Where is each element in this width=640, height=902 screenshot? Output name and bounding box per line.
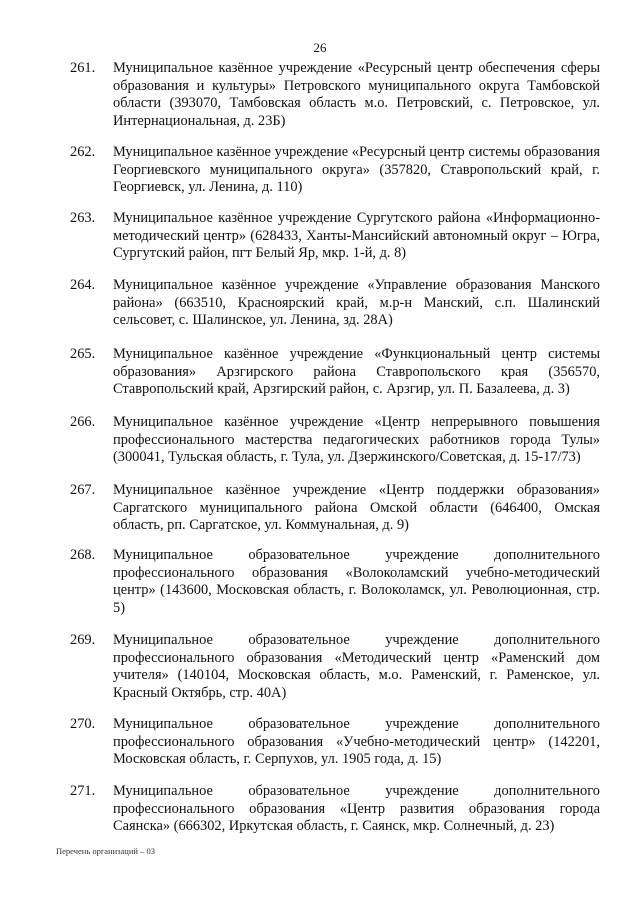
item-number: 270.	[70, 716, 96, 732]
item-number: 264.	[70, 277, 96, 293]
item-text: Муниципальное образовательное учреждение дополнительного профессионального образования «Методический центр «Раменский дом учителя» (140104, Московская область, м.о. Раменский, г. Раменское, ул. Красный Октябрь, стр. 40А)	[113, 632, 600, 701]
item-number: 271.	[70, 783, 96, 799]
item-number: 265.	[70, 346, 96, 362]
item-text: Муниципальное казённое учреждение «Ресурсный центр обеспечения сферы образования и культуры» Петровского муниципального округа Тамбовской области (393070, Тамбовская область м.о. Петровский, с. Петровское, ул. Интернациональная, д. 23Б)	[113, 60, 600, 129]
item-text: Муниципальное образовательное учреждение дополнительного профессионального образования «Центр развития образования города Саянска» (666302, Иркутская область, г. Саянск, мкр. Солнечный, д. 23)	[113, 783, 600, 834]
item-text: Муниципальное образовательное учреждение дополнительного профессионального образования «Учебно-методический центр» (142201, Московская область, г. Серпухов, ул. 1905 года, д. 15)	[113, 716, 600, 767]
footer-note: Перечень организаций – 03	[56, 846, 155, 856]
item-number: 266.	[70, 414, 96, 430]
item-text: Муниципальное казённое учреждение «Управление образования Манского района» (663510, Красноярский край, м.р-н Манский, с.п. Шалинский сельсовет, с. Шалинское, ул. Ленина, зд. 28А)	[113, 277, 600, 328]
item-number: 262.	[70, 144, 96, 160]
item-number: 263.	[70, 210, 96, 226]
item-number: 269.	[70, 632, 96, 648]
item-text: Муниципальное казённое учреждение «Центр непрерывного повышения профессионального мастерства педагогических работников города Тулы» (300041, Тульская область, г. Тула, ул. Дзержинского/Советская, д. 15-17/73)	[113, 414, 600, 465]
item-text: Муниципальное казённое учреждение «Центр поддержки образования» Саргатского муниципального района Омской области (646400, Омская область, рп. Саргатское, ул. Коммунальная, д. 9)	[113, 482, 600, 533]
item-number: 267.	[70, 482, 96, 498]
item-number: 261.	[70, 60, 96, 76]
item-text: Муниципальное казённое учреждение «Функциональный центр системы образования» Арзгирского района Ставропольского края (356570, Ставропольский край, Арзгирский район, с. Арзгир, ул. П. Базалеева, д. 3)	[113, 346, 600, 397]
page-number: 26	[313, 40, 327, 55]
item-number: 268.	[70, 547, 96, 563]
item-text: Муниципальное казённое учреждение Сургутского района «Информационно-методический центр» (628433, Ханты-Мансийский автономный округ – Югра, Сургутский район, пгт Белый Яр, мкр. 1-й, д. 8)	[113, 210, 600, 261]
item-text: Муниципальное казённое учреждение «Ресурсный центр системы образования Георгиевского муниципального округа» (357820, Ставропольский край, г. Георгиевск, ул. Ленина, д. 110)	[113, 144, 600, 195]
item-text: Муниципальное образовательное учреждение дополнительного профессионального образования «Волоколамский учебно-методический центр» (143600, Московская область, г. Волоколамск, ул. Революционная, стр. 5)	[113, 547, 600, 616]
